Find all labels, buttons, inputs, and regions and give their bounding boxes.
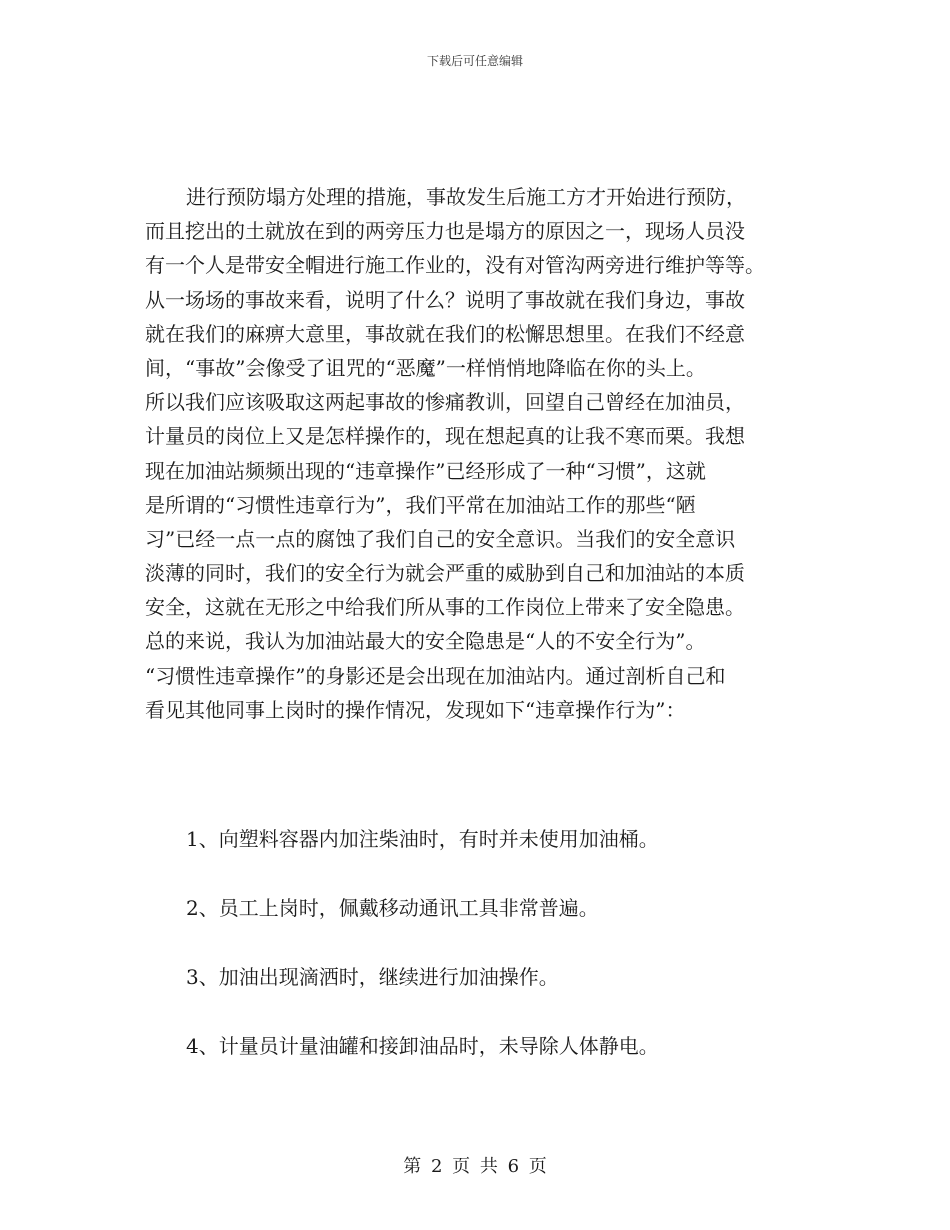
paragraph-line: 安全，这就在无形之中给我们所从事的工作岗位上带来了安全隐患。 (145, 595, 745, 620)
violation-list (186, 822, 806, 1098)
paragraph-line: 计量员的岗位上又是怎样操作的，现在想起真的让我不寒而栗。我想 (145, 424, 745, 449)
page-header: 下载后可任意编辑 (426, 54, 523, 68)
list-item: 3、加油出现滴洒时，继续进行加油操作。 (186, 965, 559, 989)
list-item: 4、计量员计量油罐和接卸油品时，未导除人体静电。 (186, 1034, 659, 1058)
paragraph-line: 而且挖出的土就放在到的两旁压力也是塌方的原因之一，现场人员没 (145, 219, 745, 244)
paragraph-line: 所以我们应该吸取这两起事故的惨痛教训，回望自己曾经在加油员， (145, 390, 745, 415)
paragraph-line: 总的来说，我认为加油站最大的安全隐患是“人的不安全行为”。 (145, 629, 706, 654)
list-item: 2、员工上岗时，佩戴移动通讯工具非常普遍。 (186, 896, 599, 920)
paragraph-line: 间，“事故”会像受了诅咒的“恶魔”一样悄悄地降临在你的头上。 (145, 355, 706, 380)
list-item: 1、向塑料容器内加注柴油时，有时并未使用加油桶。 (186, 827, 659, 851)
body-paragraph (145, 180, 810, 727)
paragraph-line: 淡薄的同时，我们的安全行为就会严重的威胁到自己和加油站的本质 (145, 561, 745, 586)
paragraph-line: 看见其他同事上岗时的操作情况，发现如下“违章操作行为”： (145, 697, 686, 722)
paragraph-line: 进行预防塌方处理的措施，事故发生后施工方才开始进行预防， (186, 185, 746, 209)
paragraph-line: 就在我们的麻痹大意里，事故就在我们的松懈思想里。在我们不经意 (145, 321, 745, 346)
paragraph-line: “习惯性违章操作”的身影还是会出现在加油站内。通过剖析自己和 (145, 663, 726, 688)
page-footer: 第 2 页 共 6 页 (403, 1156, 547, 1177)
paragraph-line: 从一场场的事故来看，说明了什么？说明了事故就在我们身边，事故 (145, 287, 745, 312)
paragraph-line: 习”已经一点一点的腐蚀了我们自己的安全意识。当我们的安全意识 (145, 526, 736, 551)
paragraph-line: 现在加油站频频出现的“违章操作”已经形成了一种“习惯”，这就 (145, 458, 706, 483)
paragraph-line: 有一个人是带安全帽进行施工作业的，没有对管沟两旁进行维护等等。 (145, 253, 765, 278)
paragraph-line: 是所谓的“习惯性违章行为”，我们平常在加油站工作的那些“陋 (145, 492, 696, 517)
